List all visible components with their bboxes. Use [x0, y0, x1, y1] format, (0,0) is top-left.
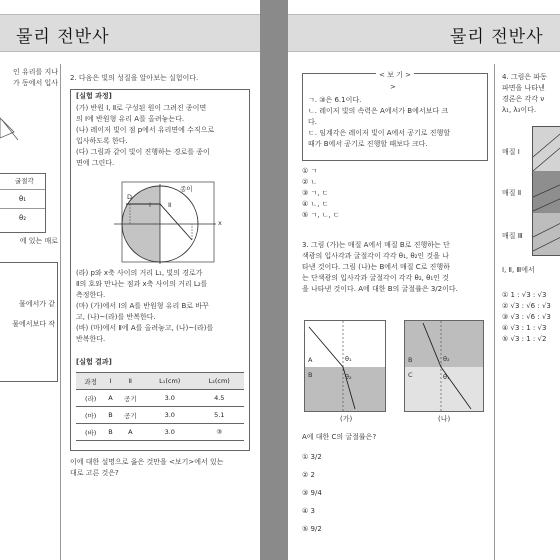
- q3-line: 을 나타낸 것이다. A에 대한 B의 굴절률은 3/2이다.: [302, 285, 458, 293]
- table-header: 과정: [76, 373, 105, 390]
- bogi-line: ㄴ. 레이저 빛의 속력은 A에서가 B에서보다 크: [308, 107, 449, 115]
- fig-x-label: x: [218, 219, 222, 227]
- ga-top-label: A: [308, 356, 313, 364]
- fragment-table: [0, 173, 46, 233]
- q4-text: [502, 72, 560, 116]
- q4-media-figure: [532, 126, 560, 256]
- table-row: [76, 424, 244, 441]
- table-cell: 3.0: [145, 407, 194, 424]
- bogi-title: < 보 기 >: [376, 70, 414, 81]
- right-page: [288, 0, 560, 560]
- ga-theta2: θ₂: [345, 373, 352, 381]
- choice-item: ② 2: [302, 471, 315, 479]
- choice-item: ② √3 : √6 : √3: [502, 302, 551, 310]
- wavefront-lines: [533, 127, 560, 255]
- procedure-line: 면에 그린다.: [76, 159, 115, 167]
- partial-figure: [0, 118, 20, 142]
- frag-line: 인 유리를 지나: [12, 68, 58, 76]
- procedure-line: (바) (마)에서 Ⅱ에 A를 올려놓고, (나)~(라)를: [76, 324, 214, 332]
- procedure-line: (라) p와 x축 사이의 거리 L₁, 빛의 경로가: [76, 269, 203, 277]
- q4-line: 경론은 각각 ν: [502, 95, 545, 103]
- q3-line: 는 단색광의 입사각과 굴절각이 각각 θ₂, θ₁인 것: [302, 274, 449, 282]
- table-cell: ③: [195, 424, 245, 441]
- frag-line: 물에서가 같: [18, 300, 55, 308]
- table-header: Ⅱ: [116, 373, 145, 390]
- q3-text: [302, 240, 492, 295]
- bogi-text: [308, 95, 484, 150]
- procedure-line: 반복한다.: [76, 335, 106, 343]
- q2-intro: 2. 다음은 빛의 성질을 알아보는 실험이다.: [70, 74, 199, 82]
- choices-list: [302, 166, 340, 221]
- fig-region-2: Ⅱ: [168, 201, 172, 209]
- choice-item: ⑤ ㄱ, ㄴ, ㄷ: [302, 211, 340, 219]
- result-label: [실험 결과]: [76, 358, 112, 366]
- procedure-line: (마) (가)에서 Ⅰ의 A를 반원형 유리 B로 바꾸: [76, 302, 209, 310]
- na-theta1: θ₁: [443, 373, 450, 381]
- table-cell: 5.1: [195, 407, 245, 424]
- procedure-line: 측정한다.: [76, 291, 106, 299]
- right-page-header: [288, 14, 560, 52]
- ga-theta1: θ₁: [345, 355, 352, 363]
- column-divider: [60, 64, 61, 560]
- procedure-line: (가) 반원 Ⅰ, Ⅱ로 구성된 원이 그려진 종이면: [76, 104, 207, 112]
- choice-item: ① ㄱ: [302, 167, 318, 175]
- frag-line: 에 있는 매로: [19, 237, 58, 245]
- fragment-box: [0, 262, 58, 382]
- table-cell: (바): [76, 424, 105, 441]
- frag-line: 가 동에서 입사: [12, 79, 58, 87]
- medium-1-label: 매질 Ⅰ: [502, 148, 520, 156]
- table-header: Ⅰ: [105, 373, 115, 390]
- table-cell: A: [116, 424, 145, 441]
- q3-line: 타낸 것이다. 그림 (나)는 B에서 매질 C로 진행하: [302, 263, 450, 271]
- procedure-text: [76, 103, 246, 169]
- procedure-line: (다) 그림과 같이 빛이 진행하는 경로를 종이: [76, 148, 210, 156]
- medium-2-label: 매질 Ⅱ: [502, 189, 522, 197]
- q4-ask: Ⅰ, Ⅱ, Ⅲ에서: [502, 266, 535, 274]
- na-theta2: θ₂: [443, 355, 450, 363]
- procedure-label: [실험 과정]: [76, 92, 112, 100]
- na-bottom-label: C: [408, 371, 413, 379]
- ga-bottom-label: B: [308, 371, 313, 379]
- table-cell: 4.5: [195, 390, 245, 407]
- table-cell: 3.0: [145, 390, 194, 407]
- left-page-title: 물리 전반사: [16, 27, 110, 47]
- q3-question: A에 대한 C의 굴절률은?: [302, 433, 377, 441]
- choice-item: ① 1 : √3 : √3: [502, 291, 547, 299]
- ray-ga: [305, 321, 385, 411]
- procedure-line: (나) 레이저 빛이 점 p에서 유리면에 수직으로: [76, 126, 215, 134]
- q4-choices: [502, 290, 551, 345]
- procedure-line: 고, (나)~(라)를 반복한다.: [76, 313, 156, 321]
- choice-item: ④ ㄴ, ㄷ: [302, 200, 329, 208]
- choice-item: ④ √3 : 1 : √3: [502, 324, 547, 332]
- fig-region-1: Ⅰ: [149, 201, 151, 209]
- q3-choices: [302, 448, 322, 538]
- table-cell: 공기: [116, 407, 145, 424]
- bogi-line: ㄷ. 임계각은 레이저 빛이 A에서 공기로 진행할: [308, 129, 451, 137]
- choice-item: ③ √3 : √6 : √3: [502, 313, 551, 321]
- result-table-head: [76, 373, 244, 390]
- q4-line: 파면을 나타낸: [502, 84, 545, 92]
- choice-item: ① 3/2: [302, 453, 322, 461]
- choice-item: ③ ㄱ, ㄷ: [302, 189, 329, 197]
- left-page-header: [0, 14, 260, 52]
- table-cell: (라): [76, 390, 105, 407]
- table-cell: 공기: [116, 390, 145, 407]
- medium-3-label: 매질 Ⅲ: [502, 232, 523, 240]
- table-row: [76, 390, 244, 407]
- choice-item: ③ 9/4: [302, 489, 322, 497]
- na-top-label: B: [408, 356, 413, 364]
- q3-line: 색광의 입사각과 굴절각이 각각 θ₁, θ₂인 것을 나: [302, 252, 449, 260]
- table-row: [76, 407, 244, 424]
- choice-item: ② ㄴ: [302, 178, 318, 186]
- frag-line: 물에서보다 작: [12, 320, 55, 328]
- q3-line: 3. 그림 (가)는 매질 A에서 매질 B로 진행하는 단: [302, 241, 450, 249]
- procedure-line: Ⅱ의 호와 만나는 점과 x축 사이의 거리 L₂를: [76, 280, 208, 288]
- column-divider: [494, 64, 495, 560]
- question-line: 대로 고른 것은?: [70, 469, 119, 477]
- bogi-line: 때가 B에서 공기로 진행할 때보다 크다.: [308, 140, 428, 148]
- choice-item: ⑤ 9/2: [302, 525, 322, 533]
- bogi-line: 다.: [308, 118, 317, 126]
- choice-item: ④ 3: [302, 507, 315, 515]
- right-page-title: 물리 전반사: [450, 27, 544, 47]
- bogi-marker: >: [390, 83, 396, 91]
- procedure-line: 의 Ⅰ에 반원형 유리 A를 올려놓는다.: [76, 115, 185, 123]
- table-cell: 3.0: [145, 424, 194, 441]
- table-header: L₂(cm): [195, 373, 245, 390]
- question-line: 이에 대한 설명으로 옳은 것만을 <보기>에서 있는: [70, 458, 224, 466]
- choice-item: ⑤ √3 : 1 : √2: [502, 335, 547, 343]
- fig-d-label: D: [127, 193, 133, 201]
- table-cell: B: [105, 407, 115, 424]
- ray-na: [405, 321, 483, 411]
- procedure-line: 입사하도록 한다.: [76, 137, 128, 145]
- fragment-table-cell: θ₂: [19, 214, 27, 222]
- bogi-line: ㄱ. ③은 6.1이다.: [308, 96, 362, 104]
- na-caption: (나): [438, 415, 451, 423]
- table-cell: A: [105, 390, 115, 407]
- left-page: [0, 0, 260, 560]
- q4-line: λ₁, λ₃이다.: [502, 106, 537, 114]
- left-fragment-text: [0, 67, 58, 89]
- procedure2-text: [76, 268, 246, 345]
- table-cell: (마): [76, 407, 105, 424]
- fig-paper-label: 종이: [180, 185, 193, 193]
- table-header: L₁(cm): [145, 373, 194, 390]
- fragment-table-cell: θ₁: [0, 190, 45, 209]
- result-table: [76, 372, 244, 441]
- fragment-table-head: 굴절각: [0, 174, 45, 190]
- table-cell: B: [105, 424, 115, 441]
- q2-question: [70, 457, 255, 479]
- q4-line: 4. 그림은 파동: [502, 73, 547, 81]
- ga-caption: (가): [340, 415, 353, 423]
